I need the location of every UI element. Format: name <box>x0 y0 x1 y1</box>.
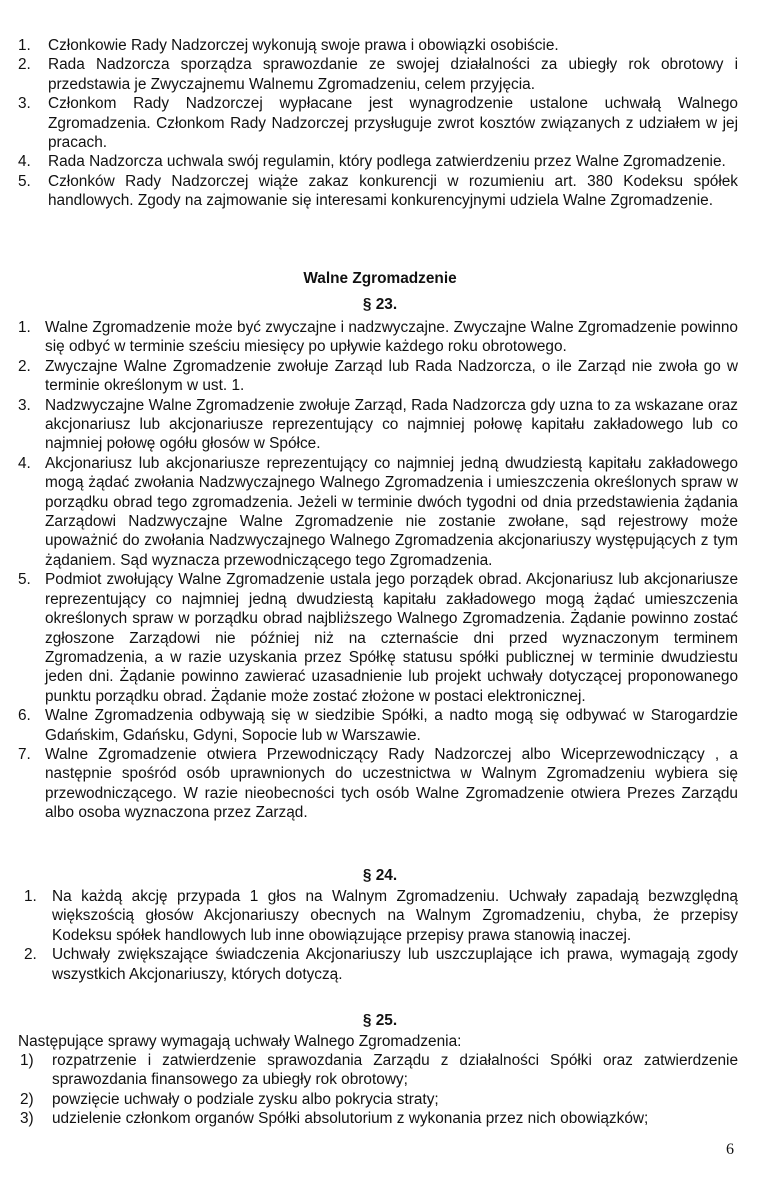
item-number: 4. <box>18 153 31 171</box>
item-number: 2. <box>18 357 31 375</box>
item-text: Walne Zgromadzenie otwiera Przewodniczący Rady Nadzorczej albo Wiceprzewodniczący , a następnie spośród osób uprawnionych do uczestnictwa w Walnym Zgromadzeniu wybiera się przewodniczącego. W razie nieobecności tych osób Walne Zgromadzenie otwiera Prezes Zarządu albo osoba wyznaczona przez Zarząd. <box>45 745 738 822</box>
list-item <box>18 94 738 152</box>
item-text: rozpatrzenie i zatwierdzenie sprawozdania Zarządu z działalności Spółki oraz zatwierdzenie sprawozdania finansowego za ubiegły rok obrotowy; <box>52 1052 738 1089</box>
item-number: 2. <box>24 946 37 964</box>
list-item <box>24 945 738 984</box>
item-text: Podmiot zwołujący Walne Zgromadzenie ustala jego porządek obrad. Akcjonariusz lub akcjonariusze reprezentujący co najmniej jedną dwudziestą kapitału zakładowego mogą żądać umieszczenia określonych spraw w porządku obrad najbliższego Walnego Zgromadzenia. Żądanie powinno zostać zgłoszone Zarządowi nie później niż na czternaście dni przed wyznaczonym terminem Zgromadzenia, a w razie uzyskania przez Spółkę statusu spółki publicznej w terminie dwudziestu jeden dni. Żądanie powinno zawierać uzasadnienie lub projekt uchwały dotyczącej proponowanego punktu porządku obrad. Żądanie może zostać złożone w postaci elektronicznej. <box>45 571 738 705</box>
section-23-title: § 23. <box>362 296 398 313</box>
chapter-heading: Walne Zgromadzenie <box>303 270 457 287</box>
list-item <box>18 570 738 706</box>
list-item <box>18 454 738 570</box>
list-item <box>24 887 738 945</box>
item-text: powzięcie uchwały o podziale zysku albo pokrycia straty; <box>52 1090 439 1108</box>
list-item <box>18 36 738 55</box>
item-number: 1. <box>24 888 37 905</box>
section-24-list <box>24 887 738 984</box>
list-item <box>18 1109 738 1128</box>
section-25-title: § 25. <box>362 1012 398 1029</box>
list-item <box>18 55 738 94</box>
item-number: 3. <box>18 396 31 414</box>
item-text: Członkowie Rady Nadzorczej wykonują swoje prawa i obowiązki osobiście. <box>48 37 559 54</box>
item-text: Rada Nadzorcza sporządza sprawozdanie ze swojej działalności za ubiegły rok obrotowy i przedstawia je Zwyczajnemu Walnemu Zgromadzeniu, celem przyjęcia. <box>48 56 738 93</box>
item-number: 2) <box>20 1090 34 1108</box>
rada-nadzorcza-list <box>18 36 738 211</box>
list-item <box>18 172 738 211</box>
item-text: Akcjonariusz lub akcjonariusze reprezentujący co najmniej jedną dwudziestą kapitału zakładowego mogą żądać zwołania Nadzwyczajnego Walnego Zgromadzenia i umieszczenia określonych spraw w porządku obrad tego zgromadzenia. Jeżeli w terminie dwóch tygodni od dnia przedstawienia żądania Zarządowi Nadzwyczajne Walne Zgromadzenie nie zostanie zwołane, sąd rejestrowy może upoważnić do zwołania Nadzwyczajnego Walnego Zgromadzenia akcjonariuszy występujących z tym żądaniem. Sąd wyznacza przewodniczącego tego Zgromadzenia. <box>45 454 738 569</box>
list-item <box>18 1090 738 1109</box>
item-text: Zwyczajne Walne Zgromadzenie zwołuje Zarząd lub Rada Nadzorcza, o ile Zarząd nie zwoła go w terminie określonym w ust. 1. <box>45 357 738 395</box>
list-item <box>18 318 738 357</box>
item-number: 3) <box>20 1110 34 1128</box>
section-23-list <box>18 318 738 823</box>
list-item <box>18 745 738 823</box>
item-text: Członków Rady Nadzorczej wiąże zakaz konkurencji w rozumieniu art. 380 Kodeksu spółek handlowych. Zgody na zajmowanie się interesami konkurencyjnymi udziela Walne Zgromadzenie. <box>48 172 738 210</box>
item-number: 1) <box>20 1052 34 1069</box>
list-item <box>18 1051 738 1090</box>
section-25-list <box>18 1051 738 1129</box>
list-item <box>18 357 738 396</box>
item-text: Uchwały zwiększające świadczenia Akcjonariuszy lub uszczuplające ich prawa, wymagają zgody wszystkich Akcjonariuszy, których dotyczą. <box>52 946 738 983</box>
item-text: Członkom Rady Nadzorczej wypłacane jest wynagrodzenie ustalone uchwałą Walnego Zgromadzenia. Członkom Rady Nadzorczej przysługuje zwrot kosztów związanych z udziałem w jej pracach. <box>48 95 738 152</box>
section-24-title: § 24. <box>362 867 398 884</box>
item-number: 5. <box>18 571 31 589</box>
list-item <box>18 706 738 745</box>
item-number: 4. <box>18 454 31 472</box>
section-25-intro: Następujące sprawy wymagają uchwały Walnego Zgromadzenia: <box>18 1033 462 1050</box>
list-item <box>18 152 738 171</box>
page-number: 6 <box>726 1141 734 1158</box>
item-number: 7. <box>18 745 31 763</box>
list-item <box>18 396 738 454</box>
item-text: Walne Zgromadzenia odbywają się w siedzibie Spółki, a nadto mogą się odbywać w Starogardzie Gdańskim, Gdańsku, Gdyni, Sopocie lub w Warszawie. <box>45 707 738 744</box>
item-text: Nadzwyczajne Walne Zgromadzenie zwołuje Zarząd, Rada Nadzorcza gdy uzna to za wskazane oraz akcjonariusz lub akcjonariusze reprezentujący co najmniej połowę kapitału zakładowego lub co najmniej połowę ogółu głosów w Spółce. <box>45 396 738 453</box>
item-text: Walne Zgromadzenie może być zwyczajne i nadzwyczajne. Zwyczajne Walne Zgromadzenie powinno się odbyć w terminie sześciu miesięcy po upływie każdego roku obrotowego. <box>45 319 738 356</box>
item-number: 5. <box>18 172 31 190</box>
item-text: Na każdą akcję przypada 1 głos na Walnym Zgromadzeniu. Uchwały zapadają bezwzględną większością głosów Akcjonariuszy obecnych na Walnym Zgromadzeniu, chyba, że przepisy Kodeksu spółek handlowych lub inne obowiązujące przepisy prawa stanowią inaczej. <box>52 888 738 944</box>
item-number: 6. <box>18 707 31 725</box>
item-number: 2. <box>18 56 31 74</box>
item-number: 3. <box>18 95 31 113</box>
item-number: 1. <box>18 37 31 54</box>
item-number: 1. <box>18 319 31 336</box>
item-text: udzielenie członkom organów Spółki absolutorium z wykonania przez nich obowiązków; <box>52 1110 649 1128</box>
item-text: Rada Nadzorcza uchwala swój regulamin, który podlega zatwierdzeniu przez Walne Zgromadzenie. <box>48 153 726 171</box>
